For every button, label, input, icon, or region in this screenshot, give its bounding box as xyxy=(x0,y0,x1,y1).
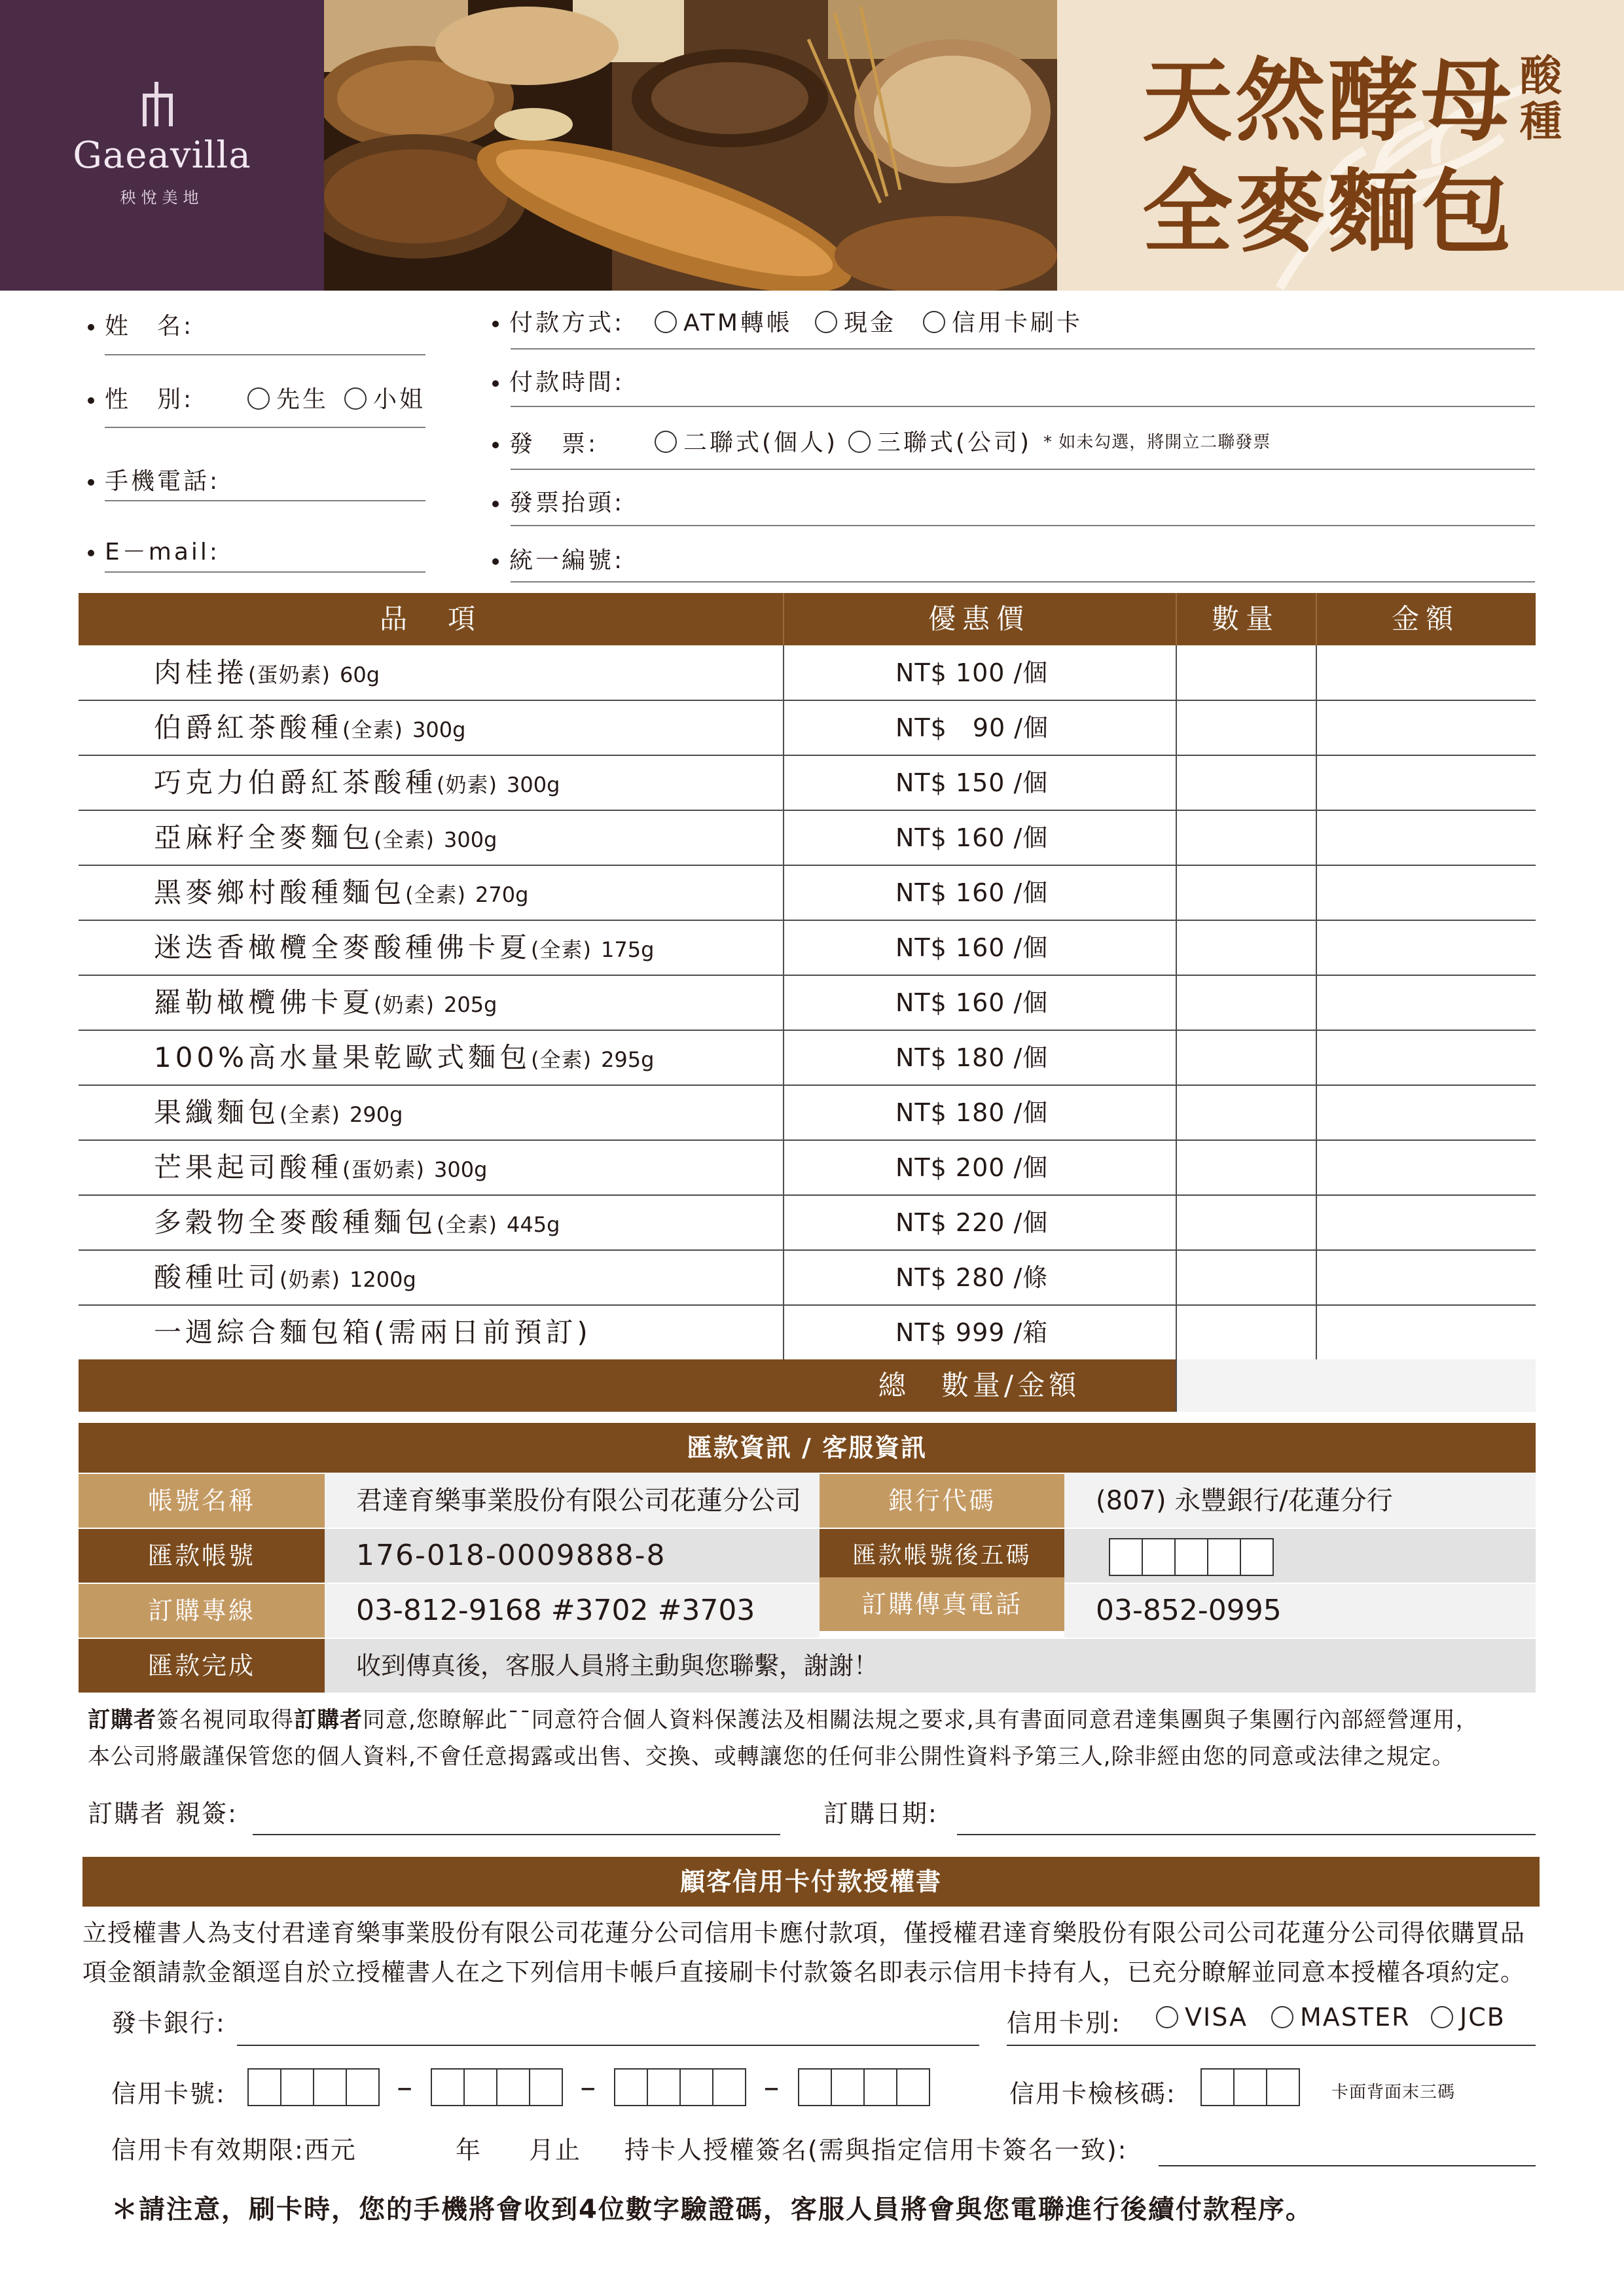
product-name: 伯爵紅茶酸種(全素) 300g xyxy=(154,711,466,744)
logo-mark-icon xyxy=(0,75,324,134)
fax-label: 訂購傳真電話 xyxy=(820,1577,1064,1631)
product-name: 多穀物全麥酸種麵包(全素) 445g xyxy=(154,1206,560,1238)
invoice-option-personal[interactable]: 二聯式(個人) xyxy=(655,424,838,457)
mobile-field-label: 手機電話: xyxy=(88,463,220,496)
name-input[interactable] xyxy=(105,354,425,355)
card-number-label: 信用卡號: xyxy=(111,2079,226,2108)
privacy-line-2: 本公司將嚴謹保管您的個人資料,不會任意揭露或出售、交換、或轉讓您的任何非公開性資料予第三人,除非經由您的同意或法律之規定。 xyxy=(88,1744,1455,1770)
holder-signature-label: 持卡人授權簽名(需與指定信用卡簽名一致): xyxy=(624,2136,1128,2164)
qty-input[interactable] xyxy=(1176,1305,1316,1360)
table-row xyxy=(79,645,1536,700)
radio-icon[interactable] xyxy=(848,431,871,453)
qty-input[interactable] xyxy=(1176,1250,1316,1305)
payment-option-cash[interactable]: 現金 xyxy=(815,304,896,338)
gender-option-mr[interactable]: 先生 xyxy=(247,381,329,414)
account-name-value: 君達育樂事業股份有限公司花蓮分公司 xyxy=(325,1474,820,1528)
email-input[interactable] xyxy=(105,571,425,573)
last5-label: 匯款帳號後五碼 xyxy=(820,1529,1064,1583)
order-date-input[interactable] xyxy=(957,1834,1536,1835)
product-name: 100%高水量果乾歐式麵包(全素) 295g xyxy=(154,1041,655,1073)
product-price: NT$ 100 /個 xyxy=(895,658,1049,687)
card-type-jcb[interactable]: JCB xyxy=(1431,2003,1506,2032)
table-row xyxy=(79,975,1536,1030)
invoice-label: 發 票: xyxy=(492,425,598,459)
card-number-input[interactable]: – – – xyxy=(247,2068,929,2106)
table-row xyxy=(79,1305,1536,1360)
amount-input[interactable] xyxy=(1316,865,1536,920)
product-price: NT$ 90 /個 xyxy=(895,713,1049,742)
signature-input[interactable] xyxy=(253,1834,780,1835)
qty-input[interactable] xyxy=(1176,1030,1316,1085)
header-price: 優惠價 xyxy=(928,603,1030,635)
product-price: NT$ 160 /個 xyxy=(895,823,1049,852)
amount-input[interactable] xyxy=(1316,1085,1536,1140)
credit-title: 顧客信用卡付款授權書 xyxy=(82,1857,1540,1907)
radio-icon[interactable] xyxy=(344,387,367,410)
payment-time-label: 付款時間: xyxy=(492,364,624,397)
qty-input[interactable] xyxy=(1176,645,1316,700)
table-row xyxy=(79,865,1536,920)
invoice-title-label: 發票抬頭: xyxy=(492,484,624,518)
column-divider xyxy=(1176,645,1177,1360)
product-name: 羅勒橄欖佛卡夏(奶素) 205g xyxy=(154,986,497,1018)
fax-value: 03-852-0995 xyxy=(1064,1584,1536,1638)
product-price: NT$ 160 /個 xyxy=(895,878,1049,907)
qty-input[interactable] xyxy=(1176,755,1316,810)
card-type-visa[interactable]: VISA xyxy=(1156,2003,1248,2032)
cvv-note: 卡面背面末三碼 xyxy=(1331,2083,1456,2102)
table-row xyxy=(79,755,1536,810)
sms-notice: ＊請注意，刷卡時，您的手機將會收到4位數字驗證碼，客服人員將會與您電聯進行後續付款程序。 xyxy=(111,2195,1313,2225)
logo-subtitle: 秧悅美地 xyxy=(120,188,204,207)
radio-icon[interactable] xyxy=(247,387,270,410)
amount-input[interactable] xyxy=(1316,755,1536,810)
table-row xyxy=(79,1250,1536,1305)
name-field-label: 姓 名: xyxy=(88,308,194,341)
payment-option-atm[interactable]: ATM轉帳 xyxy=(655,304,793,338)
privacy-line-1: 訂購者簽名視同取得訂購者同意,您瞭解此¯¯同意符合個人資料保護法及相關法規之要求,具有書面同意君達集團與子集團行內部經營運用， xyxy=(88,1707,1479,1733)
qty-input[interactable] xyxy=(1176,1140,1316,1195)
product-price: NT$ 150 /個 xyxy=(895,768,1049,797)
credit-para-1: 立授權書人為支付君達育樂事業股份有限公司花蓮分公司信用卡應付款項，僅授權君達育樂股份有限公司公司花蓮分公司得依購買品 xyxy=(82,1919,1525,1947)
amount-input[interactable] xyxy=(1316,810,1536,865)
account-no-label: 匯款帳號 xyxy=(79,1529,325,1583)
amount-input[interactable] xyxy=(1316,975,1536,1030)
card-type-line xyxy=(1007,2045,1536,2046)
bank-code-label: 銀行代碼 xyxy=(820,1474,1064,1528)
product-name: 肉桂捲(蛋奶素) 60g xyxy=(154,656,380,689)
product-price: NT$ 999 /箱 xyxy=(895,1318,1049,1347)
amount-input[interactable] xyxy=(1316,645,1536,700)
title-side-label: 酸種 xyxy=(1520,52,1562,147)
email-field-label: E－mail: xyxy=(88,533,220,567)
gender-field-label: 性 別: xyxy=(88,381,194,414)
radio-icon[interactable] xyxy=(655,431,677,453)
bread-photo xyxy=(324,0,1057,291)
product-price: NT$ 160 /個 xyxy=(895,988,1049,1017)
bank-code-value: (807) 永豐銀行/花蓮分行 xyxy=(1064,1474,1536,1528)
product-name: 黑麥鄉村酸種麵包(全素) 270g xyxy=(154,876,529,908)
radio-icon[interactable] xyxy=(1431,2006,1453,2028)
amount-input[interactable] xyxy=(1316,1140,1536,1195)
cvv-input[interactable] xyxy=(1200,2068,1299,2106)
hotline-value: 03-812-9168 #3702 #3703 xyxy=(325,1584,820,1638)
qty-input[interactable] xyxy=(1176,1085,1316,1140)
product-name: 亞麻籽全麥麵包(全素) 300g xyxy=(154,821,497,853)
qty-input[interactable] xyxy=(1176,975,1316,1030)
table-row xyxy=(79,920,1536,975)
signature-label: 訂購者 親簽: xyxy=(88,1799,238,1828)
card-type-master[interactable]: MASTER xyxy=(1271,2003,1411,2032)
table-row xyxy=(79,1195,1536,1250)
last5-input[interactable] xyxy=(1064,1529,1536,1583)
product-name: 果纖麵包(全素) 290g xyxy=(154,1096,403,1128)
tax-id-input[interactable] xyxy=(511,581,1535,583)
table-row xyxy=(79,1085,1536,1140)
amount-input[interactable] xyxy=(1316,1250,1536,1305)
remit-done-label: 匯款完成 xyxy=(79,1639,325,1693)
product-name: 一週綜合麵包箱(需兩日前預訂) xyxy=(154,1316,592,1348)
account-no-value: 176-018-0009888-8 xyxy=(325,1529,820,1583)
invoice-option-company[interactable]: 三聯式(公司) xyxy=(848,424,1032,457)
product-price: NT$ 200 /個 xyxy=(895,1153,1049,1182)
product-name: 迷迭香橄欖全麥酸種佛卡夏(全素) 175g xyxy=(154,931,655,963)
product-name: 巧克力伯爵紅茶酸種(奶素) 300g xyxy=(154,766,560,798)
invoice-note: * 如未勾選，將開立二聯發票 xyxy=(1043,433,1271,452)
radio-icon[interactable] xyxy=(655,311,677,333)
amount-input[interactable] xyxy=(1316,920,1536,975)
mobile-input[interactable] xyxy=(105,500,425,501)
expiry-year-label: 年 xyxy=(456,2136,482,2164)
page-title xyxy=(1142,46,1514,268)
radio-icon[interactable] xyxy=(923,311,945,333)
qty-input[interactable] xyxy=(1176,920,1316,975)
radio-icon[interactable] xyxy=(815,311,837,333)
order-date-label: 訂購日期: xyxy=(823,1799,938,1828)
tax-id-label: 統一編號: xyxy=(492,542,624,575)
qty-input[interactable] xyxy=(1176,865,1316,920)
header-amount: 金額 xyxy=(1391,603,1460,635)
hotline-label: 訂購專線 xyxy=(79,1584,325,1638)
account-name-label: 帳號名稱 xyxy=(79,1474,325,1528)
payment-method-label: 付款方式: xyxy=(492,304,624,338)
expiry-label: 信用卡有效期限:西元 xyxy=(111,2136,357,2164)
column-divider xyxy=(783,645,784,1360)
invoice-title-input[interactable] xyxy=(511,525,1535,526)
remit-done-text: 收到傳真後，客服人員將主動與您聯繫，謝謝！ xyxy=(325,1639,1536,1693)
amount-input[interactable] xyxy=(1316,1305,1536,1360)
qty-input[interactable] xyxy=(1176,700,1316,755)
amount-input[interactable] xyxy=(1316,1030,1536,1085)
card-type-label: 信用卡別: xyxy=(1007,2009,1121,2037)
cvv-label: 信用卡檢核碼: xyxy=(1009,2079,1176,2108)
logo-name: Gaeavilla xyxy=(73,134,251,177)
total-label: 總 數量/金額 xyxy=(878,1369,1081,1401)
product-price: NT$ 180 /個 xyxy=(895,1043,1049,1072)
invoice-line xyxy=(511,469,1535,470)
issuing-bank-input[interactable] xyxy=(237,2045,979,2046)
payment-option-card[interactable]: 信用卡刷卡 xyxy=(923,304,1083,338)
total-input[interactable] xyxy=(1176,1359,1536,1412)
holder-signature-input[interactable] xyxy=(1159,2165,1536,2166)
product-price: NT$ 160 /個 xyxy=(895,933,1049,962)
table-row xyxy=(79,1030,1536,1085)
payment-time-input[interactable] xyxy=(511,406,1535,407)
table-row xyxy=(79,1140,1536,1195)
remit-title: 匯款資訊 / 客服資訊 xyxy=(79,1423,1536,1473)
amount-input[interactable] xyxy=(1316,700,1536,755)
amount-input[interactable] xyxy=(1316,1195,1536,1250)
header-item: 品 項 xyxy=(379,603,482,635)
header-qty: 數量 xyxy=(1211,603,1280,635)
gender-line xyxy=(105,427,425,428)
qty-input[interactable] xyxy=(1176,810,1316,865)
product-price: NT$ 220 /個 xyxy=(895,1208,1049,1237)
expiry-month-label: 月止 xyxy=(529,2136,582,2164)
product-price: NT$ 280 /條 xyxy=(895,1263,1049,1292)
issuing-bank-label: 發卡銀行: xyxy=(111,2009,226,2037)
title-line-2: 全麥麵包 xyxy=(1142,160,1515,265)
table-row xyxy=(79,700,1536,755)
radio-icon[interactable] xyxy=(1271,2006,1293,2028)
product-price: NT$ 180 /個 xyxy=(895,1098,1049,1127)
product-name: 芒果起司酸種(蛋奶素) 300g xyxy=(154,1151,488,1183)
radio-icon[interactable] xyxy=(1156,2006,1178,2028)
table-row xyxy=(79,810,1536,865)
qty-input[interactable] xyxy=(1176,1195,1316,1250)
column-divider xyxy=(1316,645,1317,1360)
title-line-1: 天然酵母 xyxy=(1142,48,1515,154)
credit-para-2: 項金額請款金額逕自於立授權書人在之下列信用卡帳戶直接刷卡付款簽名即表示信用卡持有人，已充分瞭解並同意本授權各項約定。 xyxy=(82,1958,1525,1986)
product-name: 酸種吐司(奶素) 1200g xyxy=(154,1261,416,1293)
payment-method-line xyxy=(511,348,1535,350)
gender-option-ms[interactable]: 小姐 xyxy=(344,381,425,414)
